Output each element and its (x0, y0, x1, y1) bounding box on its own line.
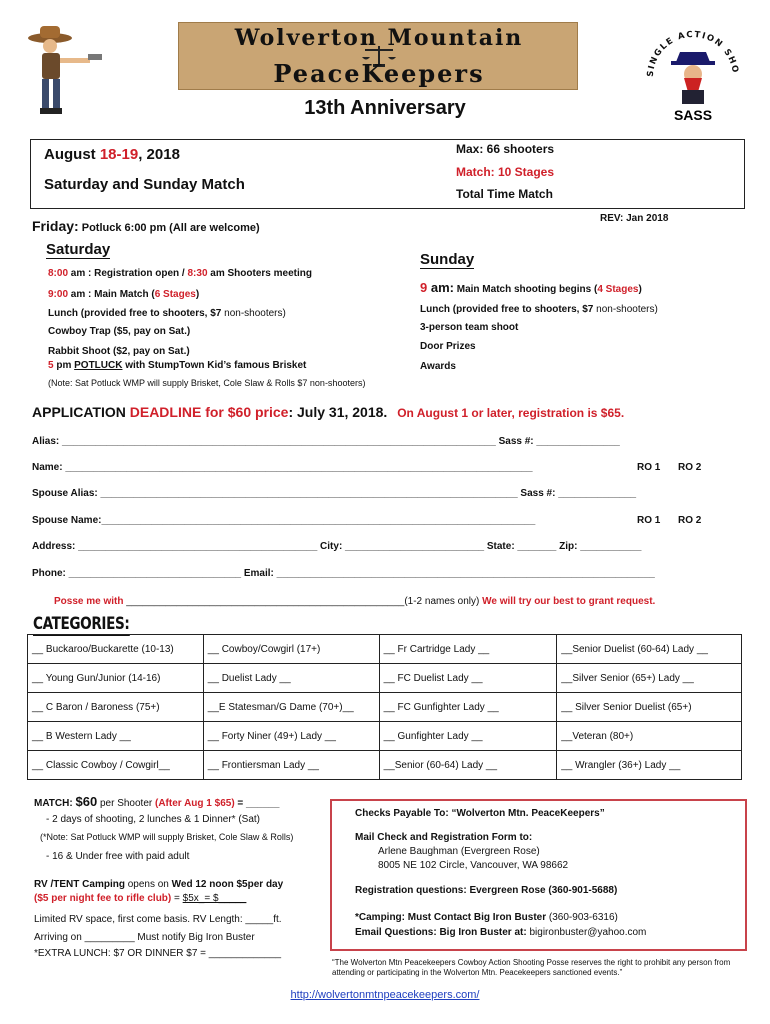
category-option[interactable]: __Senior (60-64) Lady __ (379, 751, 557, 780)
saturday-line-2 (48, 289, 199, 300)
sunday-line-2 (420, 304, 658, 315)
mail-address: 8005 NE 102 Circle, Vancouver, WA 98662 (378, 860, 569, 871)
text: Wed 12 noon $5per day (171, 879, 284, 890)
spouse-alias-field[interactable]: Spouse Alias: ___________________________________________________________________________ Sass #: ______________ (32, 488, 637, 499)
spouse-name-field[interactable]: Spouse Name:______________________________________________________________________________ (32, 515, 536, 526)
categories-table (27, 634, 742, 780)
date-days: 18-19 (99, 146, 139, 163)
categories-heading: CATEGORIES: (33, 614, 130, 634)
category-option[interactable]: __ Gunfighter Lady __ (379, 722, 557, 751)
text: APPLICATION (32, 404, 130, 420)
phone: (360-903-6316) (548, 912, 618, 923)
text: RV /TENT Camping (34, 879, 125, 890)
saturday-note: (Note: Sat Potluck WMP will supply Brisket, Cole Slaw & Rolls $7 non-shooters) (48, 378, 366, 388)
camping-fee-blank[interactable]: $5x_= $_____ (182, 893, 247, 904)
category-row (28, 693, 742, 722)
mail-name: Arlene Baughman (Evergreen Rose) (378, 846, 540, 857)
text: non-shooters) (596, 304, 658, 315)
sunday-line-5: Awards (420, 361, 456, 372)
category-option[interactable]: __ Young Gun/Junior (14-16) (28, 664, 204, 693)
price: $60 (75, 794, 98, 809)
camping-line-1 (34, 879, 283, 890)
fee-blank[interactable]: = ______ (234, 798, 280, 809)
time: 5 (48, 360, 54, 371)
text: ) (638, 284, 642, 295)
potluck: POTLUCK (74, 360, 123, 371)
ro1-option[interactable]: RO 1 (637, 462, 661, 473)
category-row (28, 635, 742, 664)
late-price: (After Aug 1 $65) (155, 798, 235, 809)
email-questions (355, 927, 646, 938)
text: am: (427, 280, 454, 295)
rv-length-field[interactable]: Limited RV space, first come basis. RV Length: _____ft. (34, 914, 282, 925)
deadline-date: : July 31, 2018. (288, 404, 388, 420)
category-option[interactable]: __ Forty Niner (49+) Lady __ (203, 722, 379, 751)
text: Lunch (provided free to shooters, $7 (48, 308, 225, 319)
posse-field[interactable]: __________________________________________________ (126, 596, 405, 607)
text: Email Questions: Big Iron Buster at: (355, 927, 527, 938)
category-option[interactable]: __ Cowboy/Cowgirl (17+) (203, 635, 379, 664)
category-option[interactable]: __Senior Duelist (60-64) Lady __ (557, 635, 742, 664)
match-type: Saturday and Sunday Match (44, 176, 245, 193)
category-option[interactable]: __ Fr Cartridge Lady __ (379, 635, 557, 664)
potluck-note: (*Note: Sat Potluck WMP will supply Brisket, Cole Slaw & Rolls) (40, 832, 294, 842)
sass-label: SASS (673, 107, 713, 123)
page-title: 13th Anniversary (304, 97, 466, 119)
mail-to-label: Mail Check and Registration Form to: (355, 832, 533, 843)
logo-line1: Wolverton Mountain (234, 25, 524, 51)
text: MATCH: (34, 798, 76, 809)
application-deadline (32, 404, 624, 420)
time: 9:00 (48, 289, 69, 300)
text: We will try our best to grant request. (482, 596, 656, 607)
category-row (28, 722, 742, 751)
time: 8:00 (48, 268, 69, 279)
category-option[interactable]: __ C Baron / Baroness (75+) (28, 693, 204, 722)
saturday-line-1 (48, 268, 312, 279)
friday-schedule (32, 218, 260, 234)
address-field[interactable]: Address: ___________________________________________ City: _________________________ State: _______ Zip: ___________ (32, 541, 642, 552)
time: 8:30 (187, 268, 208, 279)
text: ($5 per night fee to rifle club) (34, 893, 172, 904)
sunday-line-3: 3-person team shoot (420, 322, 519, 333)
category-option[interactable]: __ Buckaroo/Buckarette (10-13) (28, 635, 204, 664)
deadline-price: DEADLINE for $60 price (129, 404, 289, 420)
camping-line-2 (34, 893, 246, 904)
category-option[interactable]: __ Silver Senior Duelist (65+) (557, 693, 742, 722)
saturday-line-3 (48, 308, 286, 319)
category-option[interactable]: __Silver Senior (65+) Lady __ (557, 664, 742, 693)
registration-questions: Registration questions: Evergreen Rose (360-901-5688) (355, 885, 618, 896)
alias-field[interactable]: Alias: ______________________________________________________________________________ Sass #: _______________ (32, 436, 620, 447)
text: (1-2 names only) (404, 596, 483, 607)
category-row (28, 751, 742, 780)
text: am Shooters meeting (207, 268, 312, 279)
category-option[interactable]: __E Statesman/G Dame (70+)__ (203, 693, 379, 722)
spouse-ro2-option[interactable]: RO 2 (678, 515, 702, 526)
sunday-line-4: Door Prizes (420, 341, 476, 352)
text: with StumpTown Kid’s famous Brisket (122, 360, 307, 371)
camping-contact (355, 912, 618, 923)
text: pm (53, 360, 75, 371)
posse-request (54, 596, 655, 607)
saturday-heading: Saturday (46, 241, 111, 258)
text: opens on (124, 879, 172, 890)
friday-text: Potluck 6:00 pm (All are welcome) (81, 222, 260, 234)
text: *Camping: Must Contact Big Iron Buster (355, 912, 549, 923)
ro2-option[interactable]: RO 2 (678, 462, 702, 473)
text: per Shooter (97, 798, 155, 809)
total-time-match: Total Time Match (456, 187, 553, 201)
category-option[interactable]: __ B Western Lady __ (28, 722, 204, 751)
match-fee (34, 794, 279, 809)
website-link[interactable]: http://wolvertonmtnpeacekeepers.com/ (290, 989, 480, 1001)
disclaimer: “The Wolverton Mtn Peacekeepers Cowboy Action Shooting Posse reserves the right to prohibit any person from attending or participating in the Wolverton Mtn. Peacekeepers sanctioned events.” (332, 958, 731, 977)
name-field[interactable]: Name: ____________________________________________________________________________________ (32, 462, 533, 473)
saturday-line-4: Cowboy Trap ($5, pay on Sat.) (48, 326, 191, 337)
time: 9 (420, 280, 428, 295)
spouse-ro1-option[interactable]: RO 1 (637, 515, 661, 526)
match-stages: Match: 10 Stages (456, 165, 555, 179)
max-shooters: Max: 66 shooters (456, 142, 555, 156)
text: am : Main Match ( (68, 289, 155, 300)
text: am : Registration open / (68, 268, 188, 279)
category-option[interactable]: __ Frontiersman Lady __ (203, 751, 379, 780)
category-option[interactable]: __ Classic Cowboy / Cowgirl__ (28, 751, 204, 780)
club-logo-banner (178, 22, 578, 90)
date-suffix: , 2018 (138, 146, 180, 163)
email-address[interactable]: bigironbuster@yahoo.com (526, 927, 647, 938)
text: non-shooters) (224, 308, 286, 319)
match-includes: - 2 days of shooting, 2 lunches & 1 Dinner* (Sat) (46, 814, 261, 825)
text: ) (195, 289, 200, 300)
category-option[interactable]: __ Duelist Lady __ (203, 664, 379, 693)
text: Posse me with (54, 596, 127, 607)
logo-line2: PeaceKeepers (273, 59, 485, 88)
category-row (28, 664, 742, 693)
phone-email-field[interactable]: Phone: _______________________________ Email: ____________________________________________________________________ (32, 568, 655, 579)
date-prefix: August (44, 146, 100, 163)
saturday-line-5: Rabbit Shoot ($2, pay on Sat.) (48, 346, 190, 357)
category-option[interactable]: __Veteran (80+) (557, 722, 742, 751)
arrival-field[interactable]: Arriving on _________ Must notify Big Iron Buster (34, 932, 255, 943)
checks-payable: Checks Payable To: “Wolverton Mtn. PeaceKeepers” (355, 808, 605, 819)
sunday-heading: Sunday (420, 251, 475, 268)
revision-label: REV: Jan 2018 (600, 213, 669, 224)
friday-label: Friday: (32, 218, 79, 234)
text: Lunch (provided free to shooters, $7 (420, 304, 597, 315)
extra-meal-field[interactable]: *EXTRA LUNCH: $7 OR DINNER $7 = _____________ (34, 948, 282, 959)
category-option[interactable]: __ Wrangler (36+) Lady __ (557, 751, 742, 780)
late-price: On August 1 or later, registration is $65. (397, 406, 625, 420)
event-date (44, 146, 180, 163)
category-option[interactable]: __ FC Gunfighter Lady __ (379, 693, 557, 722)
text: Main Match shooting begins ( (453, 284, 598, 295)
sass-ring-text: SINGLE ACTION SHO (645, 29, 741, 78)
text: = (171, 893, 183, 904)
stages: 6 Stages (154, 289, 196, 300)
category-option[interactable]: __ FC Duelist Lady __ (379, 664, 557, 693)
youth-free-note: - 16 & Under free with paid adult (46, 851, 190, 862)
stages: 4 Stages (597, 284, 639, 295)
saturday-line-6 (48, 360, 306, 371)
sunday-line-1 (420, 280, 642, 295)
